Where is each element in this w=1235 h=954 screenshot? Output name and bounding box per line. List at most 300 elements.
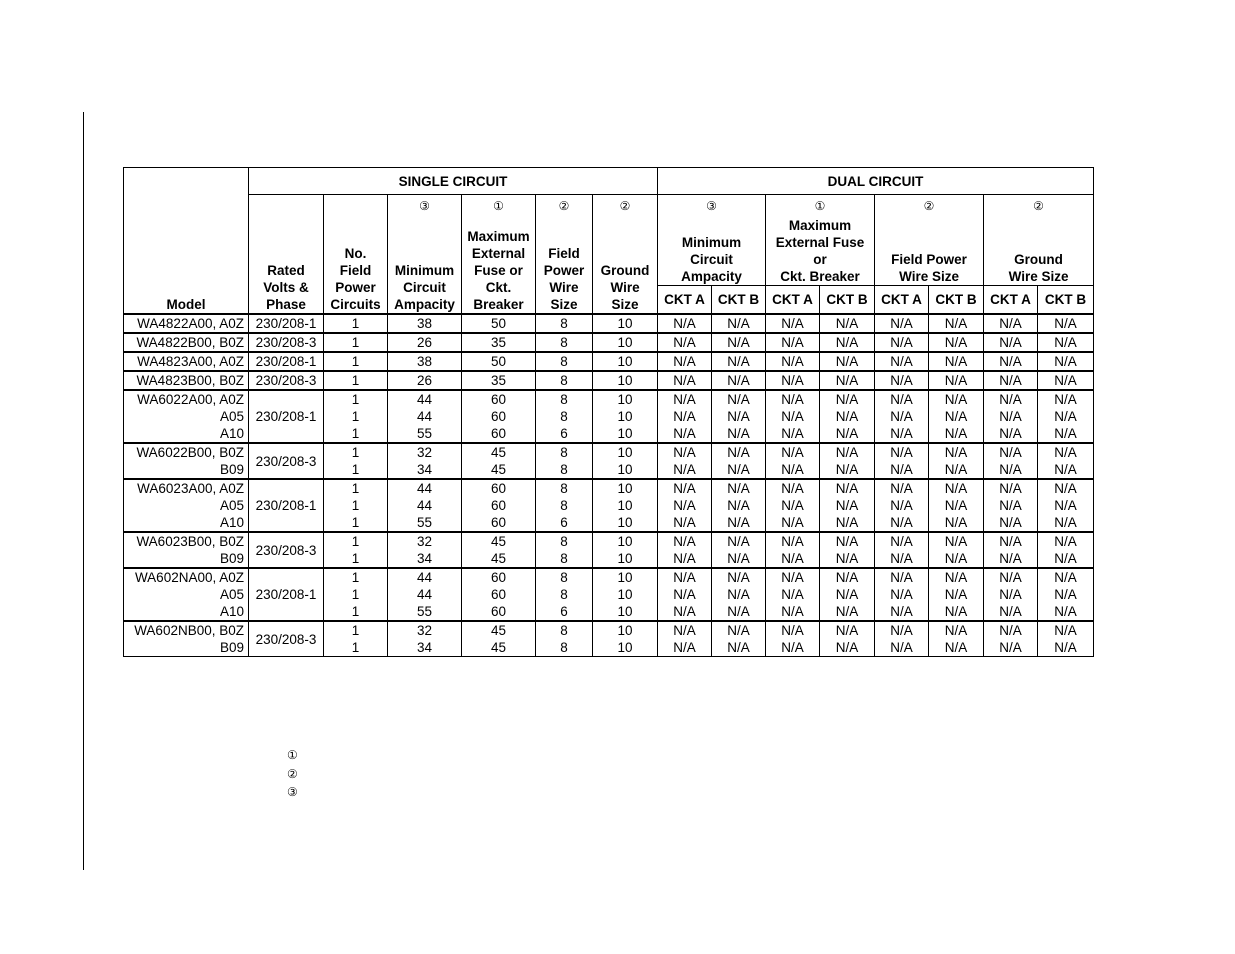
model-value: B09 (219, 462, 244, 477)
na-value: N/A (999, 515, 1022, 530)
dual-na-cell (929, 443, 984, 479)
na-value: N/A (999, 640, 1022, 655)
dual-na-cell (820, 390, 875, 443)
na-value: N/A (890, 604, 913, 619)
dual-na-cell (875, 390, 929, 443)
model-value: A10 (219, 426, 244, 441)
na-value: N/A (727, 445, 750, 460)
na-value: N/A (781, 445, 804, 460)
note-marker: ② (619, 199, 631, 213)
volts-cell: 230/208-3 (249, 621, 324, 657)
dual-na-cell (712, 390, 766, 443)
amp-cell (388, 532, 462, 568)
na-value: N/A (1054, 570, 1077, 585)
dual-na-cell (929, 352, 984, 371)
wire-cell (536, 532, 593, 568)
na-value: N/A (835, 604, 859, 619)
na-value: N/A (673, 462, 696, 477)
note-marker: ③ (706, 199, 717, 213)
ground-value: 10 (617, 570, 633, 585)
na-value: N/A (835, 426, 859, 441)
table-row (124, 568, 1094, 621)
ground-value: 10 (617, 604, 633, 619)
na-value: N/A (1054, 481, 1077, 496)
wire-value: 8 (560, 392, 568, 407)
na-value: N/A (1054, 316, 1077, 331)
na-value: N/A (835, 498, 859, 513)
dual-na-cell (820, 314, 875, 333)
ground-value: 10 (617, 640, 633, 655)
na-value: N/A (835, 481, 859, 496)
ground-cell (593, 371, 658, 390)
dual-na-cell (1038, 621, 1094, 657)
na-value: N/A (944, 392, 968, 407)
dual-na-cell (984, 371, 1038, 390)
dual-na-cell (875, 352, 929, 371)
na-value: N/A (835, 640, 859, 655)
amp-value: 44 (416, 409, 433, 424)
dual-na-cell (766, 333, 820, 352)
dual-na-cell (766, 314, 820, 333)
na-value: N/A (673, 392, 696, 407)
dual-na-cell (712, 621, 766, 657)
na-value: N/A (944, 481, 968, 496)
model-value: A05 (219, 409, 244, 424)
dual-na-cell (875, 621, 929, 657)
wire-cell (536, 443, 593, 479)
na-value: N/A (890, 515, 913, 530)
ground-value: 10 (617, 551, 633, 566)
ground-cell (593, 314, 658, 333)
amp-cell (388, 443, 462, 479)
dual-max-fuse-header: ① Maximum External Fuse or Ckt. Breaker (766, 195, 875, 286)
circuits-cell (324, 479, 388, 532)
na-value: N/A (727, 570, 750, 585)
na-value: N/A (781, 462, 804, 477)
na-value: N/A (781, 534, 804, 549)
model-value: A10 (219, 515, 244, 530)
na-value: N/A (781, 551, 804, 566)
fuse-value: 45 (490, 534, 507, 549)
wire-value: 8 (560, 409, 568, 424)
note-marker: ① (814, 199, 826, 213)
model-value: A05 (219, 498, 244, 513)
na-value: N/A (781, 426, 804, 441)
fuse-cell (462, 352, 536, 371)
table-row (124, 352, 1094, 371)
dual-na-cell (820, 621, 875, 657)
dual-na-cell (1038, 333, 1094, 352)
na-value: N/A (727, 354, 750, 369)
amp-value: 34 (416, 640, 433, 655)
dual-na-cell (984, 314, 1038, 333)
rated-volts-header: Rated Volts & Phase (249, 195, 324, 315)
na-value: N/A (781, 623, 804, 638)
na-value: N/A (890, 498, 913, 513)
circuits-cell (324, 532, 388, 568)
na-value: N/A (1054, 426, 1077, 441)
model-cell (124, 532, 249, 568)
fuse-value: 60 (490, 587, 507, 602)
circuits-value: 1 (351, 551, 360, 566)
dual-na-cell (766, 621, 820, 657)
na-value: N/A (890, 392, 913, 407)
dual-na-cell (984, 333, 1038, 352)
na-value: N/A (890, 354, 913, 369)
amp-value: 38 (416, 354, 433, 369)
footnote-marker: ① (287, 748, 298, 762)
amp-cell (388, 352, 462, 371)
na-value: N/A (944, 445, 968, 460)
circuits-value: 1 (351, 640, 360, 655)
fuse-value: 60 (490, 498, 507, 513)
circuits-value: 1 (351, 409, 360, 424)
wire-cell (536, 390, 593, 443)
na-value: N/A (727, 426, 750, 441)
dual-na-cell (766, 568, 820, 621)
na-value: N/A (1054, 445, 1077, 460)
circuits-value: 1 (351, 392, 360, 407)
model-value: WA602NB00, B0Z (134, 623, 244, 638)
na-value: N/A (673, 373, 696, 388)
dual-na-cell (658, 532, 712, 568)
note-marker: ③ (419, 199, 430, 213)
na-value: N/A (999, 316, 1022, 331)
circuits-value: 1 (351, 335, 360, 350)
dual-na-cell (766, 532, 820, 568)
dual-na-cell (875, 532, 929, 568)
dual-na-cell (1038, 352, 1094, 371)
dual-field-wire-header: ② Field Power Wire Size (875, 195, 984, 286)
na-value: N/A (999, 462, 1022, 477)
ground-value: 10 (617, 587, 633, 602)
table-row (124, 532, 1094, 568)
dual-na-cell (929, 621, 984, 657)
dual-na-cell (766, 443, 820, 479)
na-value: N/A (781, 409, 804, 424)
ground-value: 10 (617, 623, 633, 638)
fuse-cell (462, 568, 536, 621)
na-value: N/A (727, 587, 750, 602)
na-value: N/A (727, 551, 750, 566)
na-value: N/A (944, 640, 968, 655)
wire-value: 8 (560, 498, 568, 513)
fuse-cell (462, 314, 536, 333)
fuse-value: 60 (490, 409, 507, 424)
wire-value: 8 (560, 373, 568, 388)
table-row (124, 333, 1094, 352)
circuits-value: 1 (351, 587, 360, 602)
na-value: N/A (673, 604, 696, 619)
na-value: N/A (781, 498, 804, 513)
dual-na-cell (1038, 314, 1094, 333)
na-value: N/A (673, 623, 696, 638)
dual-na-cell (712, 371, 766, 390)
ground-cell (593, 333, 658, 352)
volts-cell: 230/208-3 (249, 443, 324, 479)
model-value: WA4822B00, B0Z (136, 335, 244, 350)
ckt-a-header: CKT A (875, 286, 929, 315)
circuits-cell (324, 352, 388, 371)
circuits-cell (324, 390, 388, 443)
dual-na-cell (929, 568, 984, 621)
wire-value: 8 (560, 354, 568, 369)
table-row (124, 390, 1094, 443)
na-value: N/A (944, 604, 968, 619)
dual-na-cell (1038, 443, 1094, 479)
model-cell (124, 352, 249, 371)
wire-cell (536, 621, 593, 657)
amp-value: 26 (416, 335, 433, 350)
na-value: N/A (781, 640, 804, 655)
ckt-b-header: CKT B (712, 286, 766, 315)
dual-na-cell (712, 333, 766, 352)
na-value: N/A (673, 445, 696, 460)
na-value: N/A (999, 409, 1022, 424)
circuits-value: 1 (351, 354, 360, 369)
na-value: N/A (890, 623, 913, 638)
circuits-value: 1 (351, 498, 360, 513)
dual-circuit-header: DUAL CIRCUIT (658, 168, 1094, 195)
na-value: N/A (999, 498, 1022, 513)
na-value: N/A (1054, 515, 1077, 530)
dual-na-cell (658, 352, 712, 371)
model-cell (124, 371, 249, 390)
ckt-b-header: CKT B (1038, 286, 1094, 315)
model-value: A05 (219, 587, 244, 602)
na-value: N/A (1054, 640, 1077, 655)
na-value: N/A (944, 623, 968, 638)
amp-value: 32 (416, 623, 433, 638)
na-value: N/A (727, 604, 750, 619)
dual-na-cell (658, 621, 712, 657)
circuits-value: 1 (351, 445, 360, 460)
table-row (124, 479, 1094, 532)
dual-na-cell (929, 479, 984, 532)
model-cell (124, 333, 249, 352)
ground-cell (593, 390, 658, 443)
dual-na-cell (929, 333, 984, 352)
amp-value: 44 (416, 587, 433, 602)
na-value: N/A (944, 462, 968, 477)
na-value: N/A (781, 316, 804, 331)
na-value: N/A (944, 551, 968, 566)
na-value: N/A (673, 640, 696, 655)
na-value: N/A (1054, 587, 1077, 602)
dual-na-cell (984, 390, 1038, 443)
ground-cell (593, 532, 658, 568)
na-value: N/A (1054, 551, 1077, 566)
amp-value: 34 (416, 551, 433, 566)
fuse-cell (462, 443, 536, 479)
dual-na-cell (712, 443, 766, 479)
na-value: N/A (835, 392, 859, 407)
na-value: N/A (727, 316, 750, 331)
ground-value: 10 (617, 462, 633, 477)
na-value: N/A (944, 534, 968, 549)
na-value: N/A (781, 570, 804, 585)
dual-na-cell (820, 443, 875, 479)
dual-na-cell (875, 568, 929, 621)
dual-na-cell (984, 568, 1038, 621)
na-value: N/A (999, 354, 1022, 369)
na-value: N/A (781, 587, 804, 602)
dual-na-cell (712, 352, 766, 371)
wire-value: 6 (560, 604, 568, 619)
na-value: N/A (999, 623, 1022, 638)
na-value: N/A (673, 316, 696, 331)
model-cell (124, 479, 249, 532)
na-value: N/A (673, 515, 696, 530)
table-row (124, 443, 1094, 479)
na-value: N/A (673, 498, 696, 513)
na-value: N/A (835, 462, 859, 477)
dual-na-cell (875, 314, 929, 333)
fuse-value: 60 (490, 515, 507, 530)
amp-cell (388, 333, 462, 352)
fuse-value: 50 (490, 354, 507, 369)
dual-na-cell (984, 352, 1038, 371)
ckt-b-header: CKT B (929, 286, 984, 315)
fuse-value: 50 (490, 316, 507, 331)
model-cell (124, 568, 249, 621)
ground-value: 10 (617, 354, 633, 369)
dual-na-cell (875, 333, 929, 352)
na-value: N/A (999, 534, 1022, 549)
wire-value: 6 (560, 426, 568, 441)
wire-value: 8 (560, 316, 568, 331)
ground-value: 10 (617, 481, 633, 496)
circuits-value: 1 (351, 604, 360, 619)
fuse-value: 60 (490, 481, 507, 496)
dual-na-cell (1038, 371, 1094, 390)
amp-value: 55 (416, 515, 433, 530)
note-marker: ② (923, 199, 935, 213)
dual-na-cell (712, 314, 766, 333)
fuse-value: 60 (490, 604, 507, 619)
na-value: N/A (890, 462, 913, 477)
note-marker: ① (493, 199, 504, 213)
na-value: N/A (890, 551, 913, 566)
fuse-value: 45 (490, 551, 507, 566)
na-value: N/A (890, 373, 913, 388)
na-value: N/A (673, 551, 696, 566)
na-value: N/A (890, 534, 913, 549)
na-value: N/A (1054, 354, 1077, 369)
fuse-cell (462, 621, 536, 657)
na-value: N/A (727, 515, 750, 530)
dual-na-cell (1038, 532, 1094, 568)
circuits-cell (324, 333, 388, 352)
fuse-value: 60 (490, 392, 507, 407)
model-value: WA6022B00, B0Z (136, 445, 244, 460)
wire-value: 8 (560, 587, 568, 602)
fuse-cell (462, 333, 536, 352)
dual-na-cell (929, 314, 984, 333)
model-value: WA6023B00, B0Z (136, 534, 244, 549)
wire-value: 8 (560, 640, 568, 655)
table-row (124, 371, 1094, 390)
dual-na-cell (766, 390, 820, 443)
na-value: N/A (944, 515, 968, 530)
na-value: N/A (727, 335, 750, 350)
dual-na-cell (875, 371, 929, 390)
max-fuse-header: ① Maximum External Fuse or Ckt. Breaker (462, 195, 536, 315)
wire-cell (536, 568, 593, 621)
footnote-markers (287, 746, 298, 802)
na-value: N/A (673, 354, 696, 369)
wire-value: 8 (560, 445, 568, 460)
volts-cell: 230/208-3 (249, 371, 324, 390)
circuits-value: 1 (351, 481, 360, 496)
ground-value: 10 (617, 534, 633, 549)
na-value: N/A (999, 392, 1022, 407)
electrical-spec-table (123, 167, 1094, 657)
na-value: N/A (673, 481, 696, 496)
na-value: N/A (944, 498, 968, 513)
amp-cell (388, 479, 462, 532)
na-value: N/A (1054, 373, 1077, 388)
na-value: N/A (890, 640, 913, 655)
na-value: N/A (944, 409, 968, 424)
na-value: N/A (999, 570, 1022, 585)
na-value: N/A (673, 426, 696, 441)
note-marker: ② (558, 199, 570, 213)
circuits-cell (324, 621, 388, 657)
dual-na-cell (984, 443, 1038, 479)
amp-value: 26 (416, 373, 433, 388)
volts-cell: 230/208-1 (249, 314, 324, 333)
circuits-cell (324, 371, 388, 390)
circuits-value: 1 (351, 316, 360, 331)
na-value: N/A (673, 534, 696, 549)
na-value: N/A (944, 373, 968, 388)
table-row (124, 314, 1094, 333)
dual-na-cell (766, 479, 820, 532)
circuits-cell (324, 314, 388, 333)
fuse-value: 45 (490, 640, 507, 655)
na-value: N/A (944, 587, 968, 602)
volts-cell: 230/208-1 (249, 568, 324, 621)
dual-na-cell (658, 568, 712, 621)
ground-value: 10 (617, 498, 633, 513)
na-value: N/A (999, 426, 1022, 441)
model-value: B09 (219, 640, 244, 655)
dual-na-cell (766, 371, 820, 390)
na-value: N/A (835, 534, 859, 549)
amp-cell (388, 314, 462, 333)
fuse-cell (462, 532, 536, 568)
ground-value: 10 (617, 316, 633, 331)
dual-na-cell (658, 479, 712, 532)
ckt-a-header: CKT A (984, 286, 1038, 315)
circuits-cell (324, 443, 388, 479)
dual-na-cell (820, 352, 875, 371)
na-value: N/A (727, 373, 750, 388)
na-value: N/A (673, 409, 696, 424)
na-value: N/A (835, 551, 859, 566)
na-value: N/A (1054, 498, 1077, 513)
ground-value: 10 (617, 445, 633, 460)
na-value: N/A (890, 587, 913, 602)
fuse-value: 45 (490, 445, 507, 460)
na-value: N/A (835, 623, 859, 638)
na-value: N/A (999, 551, 1022, 566)
model-cell (124, 621, 249, 657)
ground-cell (593, 443, 658, 479)
ground-value: 10 (617, 426, 633, 441)
ground-cell (593, 621, 658, 657)
